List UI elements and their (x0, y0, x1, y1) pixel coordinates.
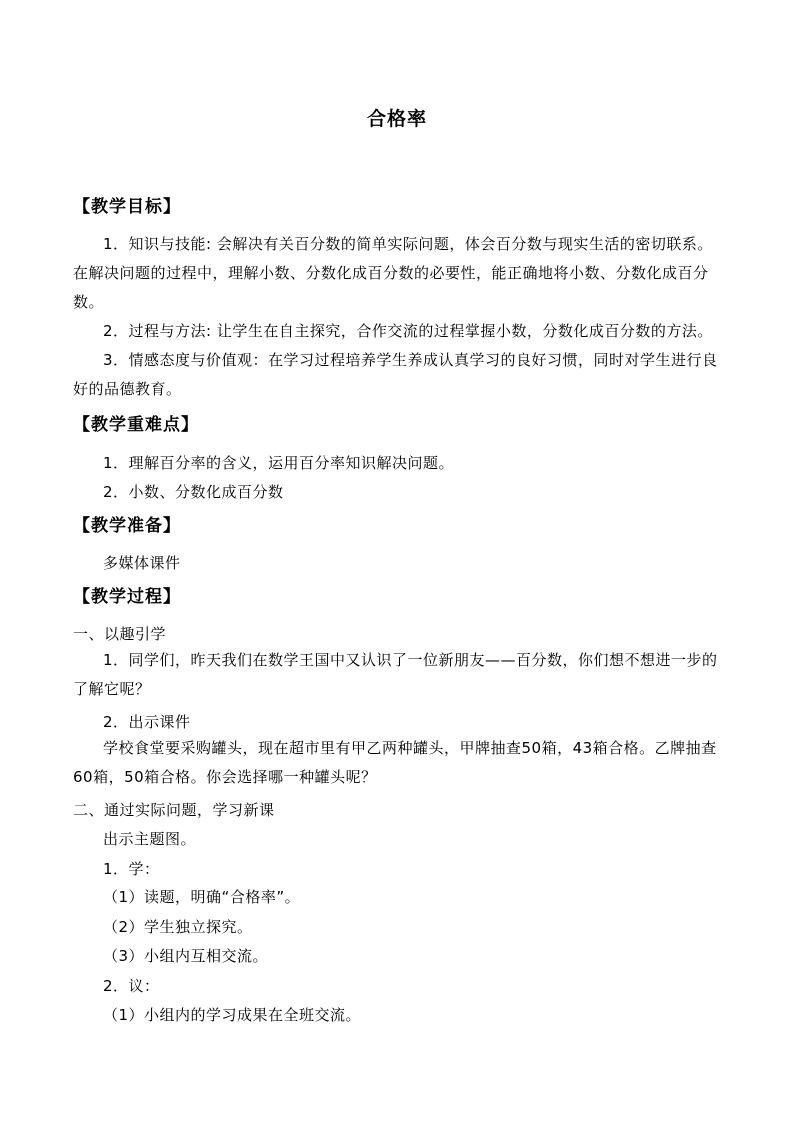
process-step-2a: （1）小组内的学习成果在全班交流。 (103, 1006, 362, 1024)
page-title: 合格率 (366, 108, 427, 130)
key-point-2: 2．小数、分数化成百分数 (103, 483, 284, 501)
process-part1-item1: 1．同学们，昨天我们在数学王国中又认识了一位新朋友——百分数，你们想不想进一步的了解它呢？ (73, 651, 718, 698)
process-part1-item3: 学校食堂要采购罐头，现在超市里有甲乙两种罐头，甲牌抽查50箱，43箱合格。乙牌抽查60箱，50箱合格。你会选择哪一种罐头呢？ (73, 739, 717, 786)
preparation-item: 多媒体课件 (103, 554, 181, 572)
heading-key-points: 【教学重难点】 (73, 415, 199, 435)
process-part1-title: 一、以趣引学 (73, 625, 167, 643)
heading-teaching-goals: 【教学目标】 (73, 197, 181, 217)
process-step-1: 1．学： (103, 860, 160, 878)
process-step-1b: （2）学生独立探究。 (103, 918, 253, 936)
heading-preparation: 【教学准备】 (73, 516, 181, 536)
goal-item-1: 1．知识与技能: 会解决有关百分数的简单实际问题，体会百分数与现实生活的密切联系。在解决问题的过程中，理解小数、分数化成百分数的必要性，能正确地将小数、分数化成百分数。 (73, 235, 713, 311)
goal-item-2: 2．过程与方法: 让学生在自主探究，合作交流的过程掌握小数，分数化成百分数的方法。 (103, 322, 713, 340)
process-step-1c: （3）小组内互相交流。 (103, 947, 269, 965)
process-part1-item2: 2．出示课件 (103, 713, 191, 731)
process-part2-title: 二、通过实际问题，学习新课 (73, 801, 275, 819)
goal-item-3: 3．情感态度与价值观：在学习过程培养学生养成认真学习的良好习惯，同时对学生进行良好的品德教育。 (73, 351, 718, 398)
process-step-1a: （1）读题，明确“合格率”。 (103, 888, 301, 906)
key-point-1: 1．理解百分率的含义，运用百分率知识解决问题。 (103, 454, 455, 472)
heading-process: 【教学过程】 (73, 587, 181, 607)
process-step-2: 2．议： (103, 977, 160, 995)
process-part2-intro: 出示主题图。 (103, 830, 197, 848)
